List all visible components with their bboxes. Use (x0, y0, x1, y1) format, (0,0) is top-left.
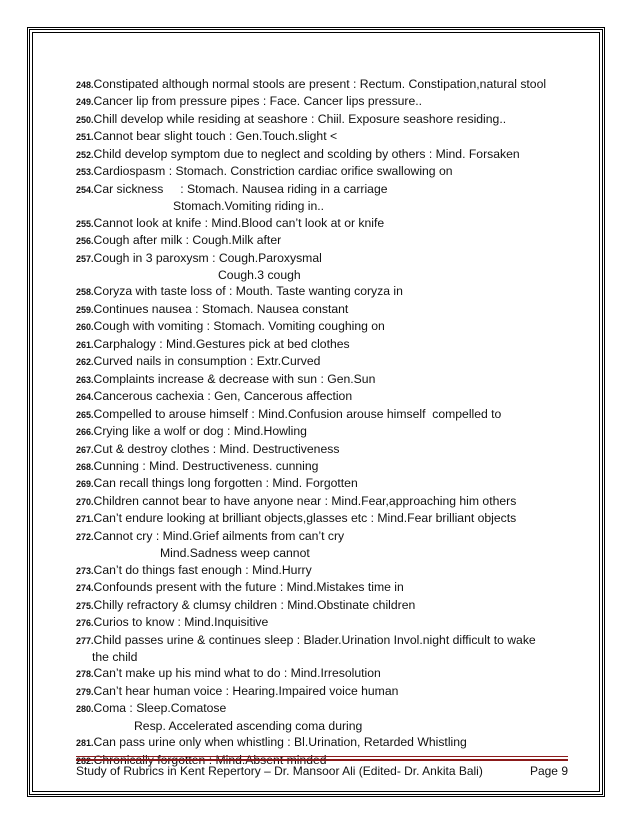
entry-number: 267. (76, 444, 94, 455)
entry-text: Chronically forgotten : Mind.Absent minded (93, 752, 327, 767)
rubric-entry (76, 318, 576, 335)
page-number: Page 9 (529, 764, 568, 778)
entry-text: Can’t hear human voice : Hearing.Impaired voice human (93, 683, 399, 698)
entry-text: Can recall things long forgotten : Mind. Forgotten (93, 476, 358, 491)
entry-number: 265. (76, 409, 94, 420)
entry-number: 259. (76, 304, 94, 315)
entry-number: 258. (76, 287, 94, 298)
entry-number: 260. (76, 322, 94, 333)
entry-number: 269. (76, 479, 94, 490)
entry-number: 272. (76, 531, 94, 542)
entry-text: Curved nails in consumption : Extr.Curved (93, 354, 321, 369)
entry-number: 275. (76, 600, 94, 611)
rubric-entry (76, 76, 576, 93)
rubric-entry (76, 128, 576, 145)
entry-number: 255. (76, 218, 94, 229)
entry-text: Cannot look at knife : Mind.Blood can’t look at or knife (93, 215, 385, 230)
entry-number: 257. (76, 253, 94, 264)
entry-text: Compelled to arouse himself : Mind.Confusion arouse himself compelled to (93, 406, 502, 421)
rubric-entry (76, 283, 576, 300)
entry-number: 253. (76, 167, 94, 178)
rubric-entry (76, 301, 576, 318)
rubric-entry (76, 562, 576, 579)
entry-text: Can’t endure looking at brilliant objects,glasses etc : Mind.Fear brilliant objects (93, 511, 517, 526)
rubric-entry (76, 665, 576, 682)
entry-number: 282. (76, 755, 94, 766)
entry-text: Car sickness : Stomach. Nausea riding in a carriage (93, 181, 388, 196)
entry-text: Cough after milk : Cough.Milk after (93, 233, 282, 248)
rubric-list (76, 76, 576, 769)
entry-continuation: Cough.3 cough (218, 267, 301, 282)
entry-number: 280. (76, 704, 94, 715)
rubric-entry (76, 336, 576, 353)
entry-number: 254. (76, 184, 94, 195)
entry-number: 273. (76, 565, 94, 576)
rubric-entry (76, 353, 576, 370)
rubric-entry (76, 388, 576, 405)
entry-number: 266. (76, 427, 94, 438)
rubric-entry (76, 406, 576, 423)
rubric-entry (76, 510, 576, 527)
entry-text: Coryza with taste loss of : Mouth. Taste wanting coryza in (93, 284, 403, 299)
entry-continuation: the child (92, 649, 138, 664)
entry-number: 263. (76, 374, 94, 385)
entry-text: Cancer lip from pressure pipes : Face. Cancer lips pressure.. (93, 94, 423, 109)
entry-text: Cancerous cachexia : Gen, Cancerous affection (93, 389, 353, 404)
entry-text: Cannot bear slight touch : Gen.Touch.slight < (93, 129, 338, 144)
rubric-entry (76, 734, 576, 751)
entry-number: 268. (76, 461, 94, 472)
entry-number: 256. (76, 236, 94, 247)
entry-text: Chill develop while residing at seashore : Chiil. Exposure seashore residing.. (93, 111, 507, 126)
rubric-entry (76, 371, 576, 388)
entry-number: 281. (76, 738, 94, 749)
rubric-entry (76, 528, 576, 562)
entry-text: Child passes urine & continues sleep : Blader.Urination Invol.night difficult to wake (93, 632, 536, 647)
entry-text: Chilly refractory & clumsy children : Mind.Obstinate children (93, 597, 416, 612)
rubric-entry (76, 632, 576, 666)
entry-text: Can pass urine only when whistling : Bl.Urination, Retarded Whistling (93, 735, 467, 750)
entry-text: Cunning : Mind. Destructiveness. cunning (93, 458, 319, 473)
rubric-entry (76, 215, 576, 232)
rubric-entry (76, 475, 576, 492)
rubric-entry (76, 163, 576, 180)
entry-continuation: Mind.Sadness weep cannot (160, 546, 310, 561)
rubric-entry (76, 146, 576, 163)
entry-number: 262. (76, 357, 94, 368)
entry-number: 279. (76, 686, 94, 697)
rubric-entry (76, 700, 576, 734)
entry-number: 278. (76, 669, 94, 680)
entry-text: Child develop symptom due to neglect and scolding by others : Mind. Forsaken (93, 146, 520, 161)
entry-text: Carphalogy : Mind.Gestures pick at bed clothes (93, 336, 350, 351)
entry-text: Crying like a wolf or dog : Mind.Howling (93, 424, 307, 439)
entry-number: 271. (76, 514, 94, 525)
footer-title: Study of Rubrics in Kent Repertory – Dr. Mansoor Ali (Edited- Dr. Ankita Bali) (76, 764, 483, 778)
entry-text: Confounds present with the future : Mind.Mistakes time in (93, 580, 404, 595)
entry-text: Cannot cry : Mind.Grief ailments from can’t cry (93, 528, 345, 543)
rubric-entry (76, 458, 576, 475)
entry-number: 264. (76, 392, 94, 403)
entry-text: Cough with vomiting : Stomach. Vomiting coughing on (93, 319, 385, 334)
entry-continuation: Stomach.Vomiting riding in.. (173, 199, 325, 214)
rubric-entry (76, 579, 576, 596)
entry-text: Can’t make up his mind what to do : Mind.Irresolution (93, 666, 381, 681)
entry-text: Cough in 3 paroxysm : Cough.Paroxysmal (93, 250, 322, 265)
entry-text: Coma : Sleep.Comatose (93, 701, 227, 716)
rubric-entry (76, 683, 576, 700)
entry-text: Can’t do things fast enough : Mind.Hurry (93, 562, 312, 577)
entry-number: 277. (76, 635, 94, 646)
rubric-entry (76, 181, 576, 215)
rubric-entry (76, 614, 576, 631)
entry-number: 251. (76, 132, 94, 143)
entry-number: 261. (76, 339, 94, 350)
entry-text: Continues nausea : Stomach. Nausea constant (93, 301, 349, 316)
entry-number: 270. (76, 496, 94, 507)
rubric-entry (76, 597, 576, 614)
rubric-entry (76, 232, 576, 249)
rubric-entry (76, 250, 576, 284)
entry-text: Constipated although normal stools are present : Rectum. Constipation,natural stool (93, 77, 547, 91)
entry-number: 250. (76, 114, 94, 125)
entry-text: Curios to know : Mind.Inquisitive (93, 615, 269, 630)
entry-text: Complaints increase & decrease with sun : Gen.Sun (93, 371, 376, 386)
entry-number: 274. (76, 583, 94, 594)
rubric-entry (76, 111, 576, 128)
entry-text: Cut & destroy clothes : Mind. Destructiveness (93, 441, 340, 456)
entry-text: Children cannot bear to have anyone near : Mind.Fear,approaching him others (93, 493, 517, 508)
rubric-entry (76, 493, 576, 510)
entry-number: 249. (76, 97, 94, 108)
rubric-entry (76, 93, 576, 110)
entry-number: 276. (76, 618, 94, 629)
page-footer (76, 764, 568, 778)
entry-text: Cardiospasm : Stomach. Constriction cardiac orifice swallowing on (93, 164, 453, 179)
footer-rule (76, 756, 568, 761)
rubric-entry (76, 423, 576, 440)
entry-continuation: Resp. Accelerated ascending coma during (134, 718, 363, 733)
entry-number: 252. (76, 149, 94, 160)
rubric-entry (76, 441, 576, 458)
entry-number: 248. (76, 80, 94, 90)
